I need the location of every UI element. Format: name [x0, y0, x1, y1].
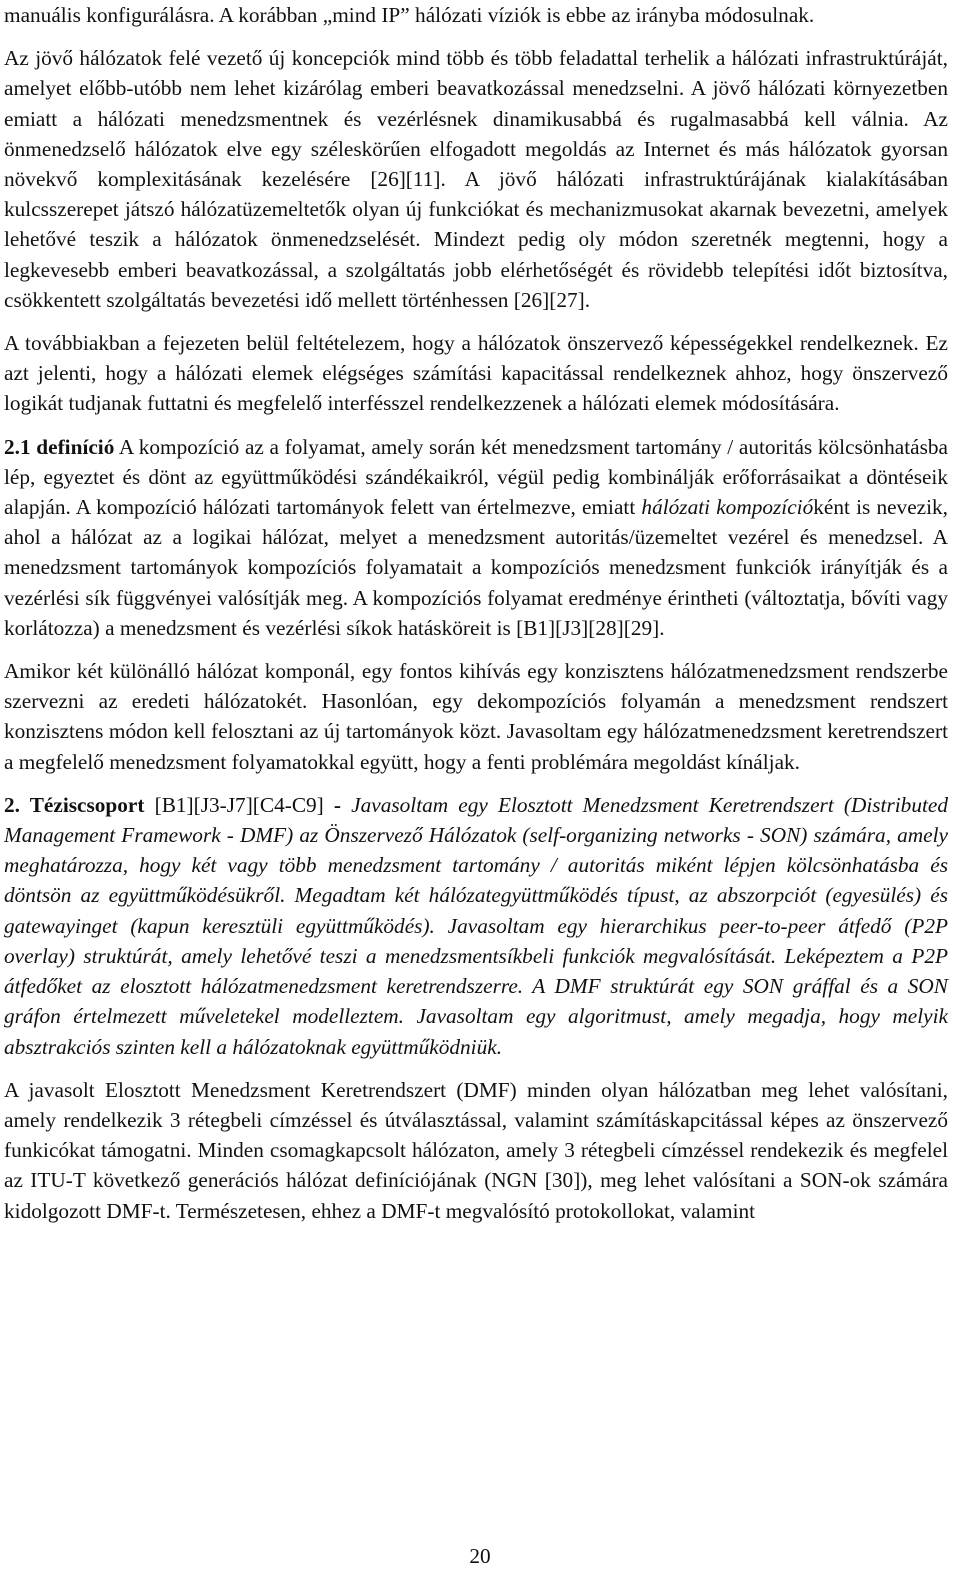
paragraph-assumption: A továbbiakban a fejezeten belül feltételezem, hogy a hálózatok önszervező képességekkel rendelkeznek. Ez azt jelenti, hogy a hálózati elemek elégséges számítási kapacitással rendelkeznek ahhoz, hogy önszervező logikát tudjanak futtatni és megfelelő interfésszel rendelkezzenek a hálózati elemek módosítására.	[4, 331, 948, 416]
definition-2-1	[4, 432, 948, 643]
definition-italic-term: hálózati kompozíció	[641, 495, 814, 520]
paragraph-continued: manuális konfigurálásra. A korábban „mind IP” hálózati víziók is ebbe az irányba módosulnak.	[4, 3, 815, 27]
document-page	[4, 0, 948, 1226]
page-number: 20	[469, 1544, 491, 1568]
thesis-dash: -	[333, 792, 342, 817]
definition-text-a: A kompozíció az a folyamat, amely során két menedzsment tartomány / autoritás kölcsönhatásba lép, egyeztet és dönt az együttműködési szándékaikról, végül pedig kombinálják erőforrásaikat a döntéseik alapján. A kompozíció hálózati tartományok felett van értelmezve, emiatt	[4, 434, 948, 520]
thesis-italic-text: Javasoltam egy Elosztott Menedzsment Keretrendszert (Distributed Management Framework - DMF) az Önszervező Hálózatok (self-organizing networks - SON) számára, amely meghatározza, hogy két vagy több menedzsment tartomány / autoritás miként lépjen kölcsönhatásba és döntsön az együttműködésükről. Megadtam két hálózategyüttműködés típust, az abszorpciót (egyesülés) és gatewayinget (kapun keresztüli együttműködés). Javasoltam egy hierarchikus peer-to-peer átfedő (P2P overlay) struktúrát, amely lehetővé teszi a menedzsmentsíkbeli funkciók megvalósítását. Leképeztem a P2P átfedőket az elosztott hálózatmenedzsment keretrendszerre. A DMF struktúrát egy SON gráffal és a SON gráfon értelmezett műveletekel modelleztem. Javasoltam egy algoritmust, amely megadja, hogy melyik absztrakciós szinten kell a hálózatoknak együttműködniük.	[4, 792, 948, 1059]
definition-text-b: ként is nevezik, ahol a hálózat az a logikai hálózat, melyet a menedzsment autoritás/üzemeltet vezérel és menedzsel. A menedzsment tartományok kompozíciós folyamatait a kompozíciós menedzsment funkciók irányítják és a vezérlési sík függvényei valósítják meg. A kompozíciós folyamat eredménye érintheti (változtatja, bővíti vagy korlátozza) a menedzsment és vezérlési síkok hatásköreit is [B1][J3][28][29].	[4, 495, 948, 640]
thesis-label: 2. Téziscsoport	[4, 792, 145, 817]
paragraph-composition-challenge: Amikor két különálló hálózat komponál, egy fontos kihívás egy konzisztens hálózatmenedzsment rendszerbe szervezni az eredeti hálózatokét. Hasonlóan, egy dekompozíciós folyamán a menedzsment rendszert konzisztens módon kell felosztani az új tartományok közt. Javasoltam egy hálózatmenedzsment keretrendszert a megfelelő menedzsment folyamatokkal együtt, hogy a fenti problémára megoldást kínáljak.	[4, 659, 948, 774]
thesis-group-2	[4, 790, 948, 1062]
thesis-refs: [B1][J3-J7][C4-C9]	[144, 792, 334, 817]
paragraph-future-networks: Az jövő hálózatok felé vezető új koncepciók mind több és több feladattal terhelik a hálózati infrastruktúráját, amelyet előbb-utóbb nem lehet kizárólag emberi beavatkozással menedzselni. A jövő hálózati környezetben emiatt a hálózati menedzsmentnek és vezérlésnek dinamikusabbá és rugalmasabbá kell válnia. Az önmenedzselő hálózatok elve egy széleskörűen elfogadott megoldás az Internet és más hálózatok gyorsan növekvő komplexitásának kezelésére [26][11]. A jövő hálózati infrastruktúrájának kialakításában kulcsszerepet játszó hálózatüzemeltetők olyan új funkciókat és mechanizmusokat akarnak bevezetni, amelyek lehetővé teszik a hálózatok önmenedzselését. Mindezt pedig oly módon szeretnék megtenni, hogy a legkevesebb emberi beavatkozással, a szolgáltatás jobb elérhetőségét és rövidebb telepítési időt biztosítva, csökkentett szolgáltatás bevezetési idő mellett történhessen [26][27].	[4, 46, 948, 312]
paragraph-dmf-implementation: A javasolt Elosztott Menedzsment Keretrendszert (DMF) minden olyan hálózatban meg lehet valósítani, amely rendelkezik 3 rétegbeli címzéssel és útválasztással, valamint számításkapcitással képes az önszervező funkicókat támogatni. Minden csomagkapcsolt hálózaton, amely 3 rétegbeli címzéssel rendekezik és megfelel az ITU-T következő generációs hálózat definíciójának (NGN [30]), meg lehet valósítani a SON-ok számára kidolgozott DMF-t. Természetesen, ehhez a DMF-t megvalósító protokollokat, valamint	[4, 1077, 948, 1223]
definition-label: 2.1 definíció	[4, 434, 115, 459]
